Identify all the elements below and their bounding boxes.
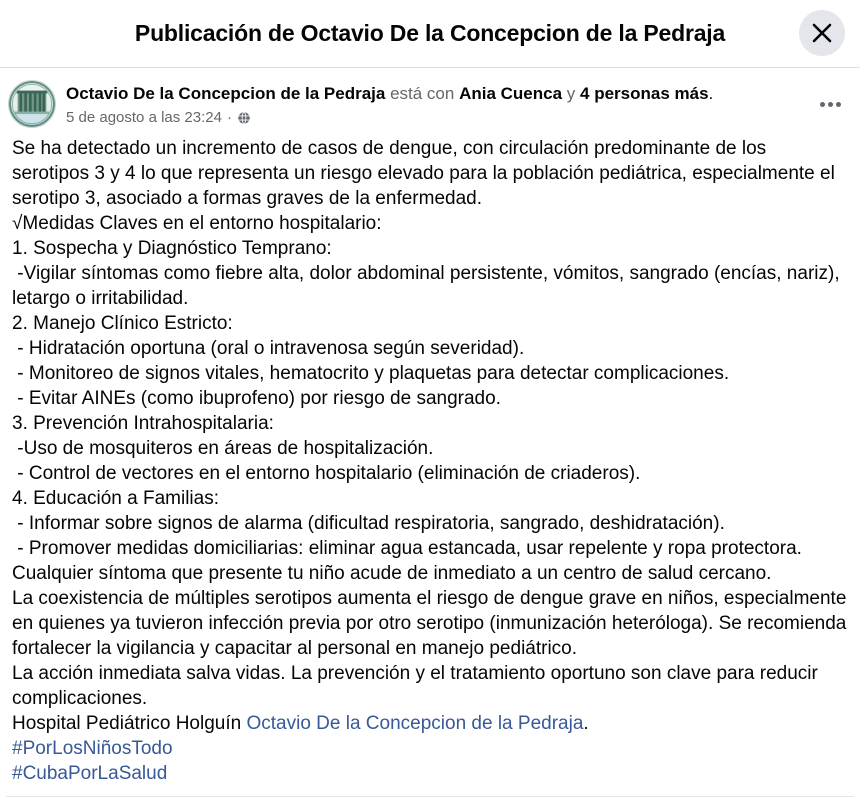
- post-timestamp[interactable]: 5 de agosto a las 23:24: [66, 109, 222, 126]
- avatar[interactable]: [8, 80, 56, 128]
- globe-icon[interactable]: [237, 111, 251, 125]
- post-paragraph: - Control de vectores en el entorno hospitalario (eliminación de criaderos).: [12, 463, 641, 484]
- post-paragraph: Se ha detectado un incremento de casos de dengue, con circulación predominante de los serotipos 3 y 4 lo que representa un riesgo elevado para la población pediátrica, especialmente el serotipo 3, asociado a formas graves de la enfermedad.: [12, 138, 841, 209]
- post-paragraph: - Informar sobre signos de alarma (dificultad respiratoria, sangrado, deshidratación).: [12, 513, 725, 534]
- with-text: está con: [390, 84, 455, 103]
- dialog-header: [0, 0, 860, 68]
- post-paragraph-hashtag: [12, 736, 848, 761]
- menu-dot-icon: [820, 102, 825, 107]
- close-icon: [811, 22, 833, 44]
- post-divider: [6, 796, 854, 797]
- post-paragraph: La coexistencia de múltiples serotipos aumenta el riesgo de dengue grave en niños, especialmente en quienes ya tuvieron infección previa por otro serotipo (inmunización heteróloga). Se recomienda fortalecer la vigilancia y capacitar al personal en manejo pediátrico.: [12, 588, 852, 659]
- page-mention-link[interactable]: Octavio De la Concepcion de la Pedraja: [246, 713, 584, 734]
- post-paragraph: Cualquier síntoma que presente tu niño acude de inmediato a un centro de salud cercano.: [12, 563, 772, 584]
- meta-separator: ·: [226, 109, 232, 126]
- hashtag-link[interactable]: #CubaPorLaSalud: [12, 763, 168, 784]
- page-title: Publicación de Octavio De la Concepcion de la Pedraja: [134, 19, 726, 46]
- post-header: [6, 80, 854, 128]
- post-body: [6, 136, 854, 786]
- post-options-menu-button[interactable]: [812, 86, 848, 122]
- hospital-name-text: Hospital Pediátrico Holguín: [12, 713, 247, 734]
- author-name[interactable]: Octavio De la Concepcion de la Pedraja: [66, 84, 386, 103]
- hashtag-link[interactable]: #PorLosNiñosTodo: [12, 738, 173, 759]
- others-link[interactable]: 4 personas más: [580, 84, 709, 103]
- post-paragraph: La acción inmediata salva vidas. La prevención y el tratamiento oportuno son clave para reducir complicaciones.: [12, 663, 824, 709]
- close-button[interactable]: [799, 10, 845, 56]
- byline-period: .: [708, 84, 714, 103]
- post-container: [0, 68, 860, 797]
- post-paragraph: -Vigilar síntomas como fiebre alta, dolor abdominal persistente, vómitos, sangrado (encías, nariz), letargo o irritabilidad.: [12, 263, 845, 309]
- post-paragraph: - Promover medidas domiciliarias: eliminar agua estancada, usar repelente y ropa protectora.: [12, 538, 802, 559]
- post-paragraph-hashtag: [12, 761, 848, 786]
- post-paragraph: - Monitoreo de signos vitales, hematocrito y plaquetas para detectar complicaciones.: [12, 363, 730, 384]
- post-paragraph: 3. Prevención Intrahospitalaria:: [12, 413, 274, 434]
- post-paragraph: - Evitar AINEs (como ibuprofeno) por riesgo de sangrado.: [12, 388, 501, 409]
- post-paragraph: 4. Educación a Familias:: [12, 488, 219, 509]
- byline: [66, 83, 852, 105]
- post-paragraph: √Medidas Claves en el entorno hospitalario:: [12, 213, 382, 234]
- post-paragraph: -Uso de mosquiteros en áreas de hospitalización.: [12, 438, 434, 459]
- post-author-block: [66, 80, 852, 128]
- post-paragraph: 1. Sospecha y Diagnóstico Temprano:: [12, 238, 332, 259]
- menu-dot-icon: [836, 102, 841, 107]
- tagged-person-link[interactable]: Ania Cuenca: [459, 84, 563, 103]
- avatar-image: [9, 81, 55, 127]
- post-paragraph: 2. Manejo Clínico Estricto:: [12, 313, 233, 334]
- post-meta: [66, 108, 852, 128]
- post-paragraph: - Hidratación oportuna (oral o intravenosa según severidad).: [12, 338, 525, 359]
- conjunction-text: y: [566, 84, 576, 103]
- post-paragraph-hospital: [12, 711, 848, 736]
- hospital-suffix: .: [583, 713, 589, 734]
- menu-dot-icon: [828, 102, 833, 107]
